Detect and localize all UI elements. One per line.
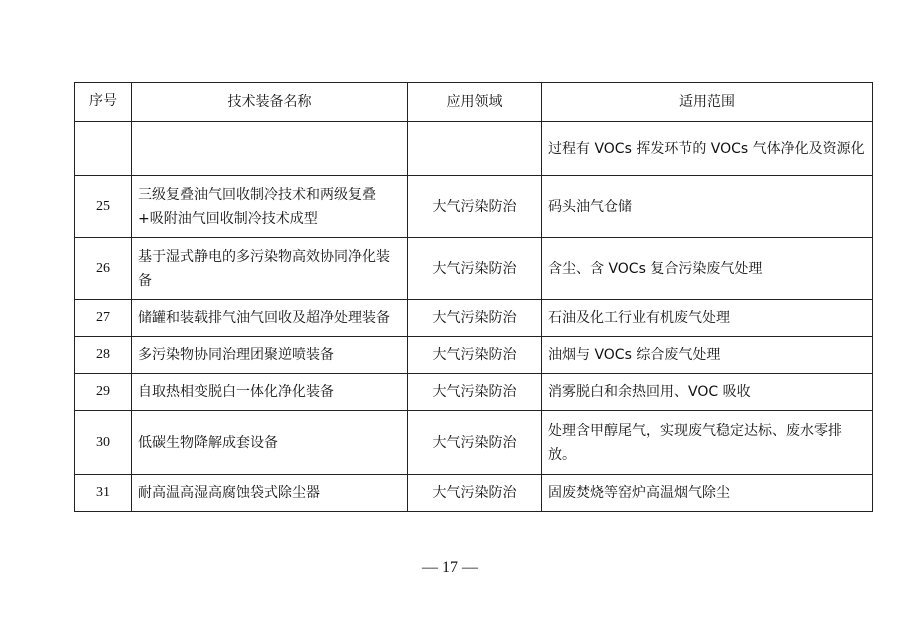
table-row xyxy=(75,238,873,300)
cell-name: 自取热相变脱白一体化净化装备 xyxy=(132,374,408,411)
cell-scope: 石油及化工行业有机废气处理 xyxy=(542,300,873,337)
cell-scope: 消雾脱白和余热回用、VOC 吸收 xyxy=(542,374,873,411)
cell-field: 大气污染防治 xyxy=(408,176,542,238)
cell-name: 三级复叠油气回收制冷技术和两级复叠+吸附油气回收制冷技术成型 xyxy=(132,176,408,238)
cell-field: 大气污染防治 xyxy=(408,411,542,475)
header-scope: 适用范围 xyxy=(542,83,873,122)
cell-no: 25 xyxy=(75,176,132,238)
cell-no: 26 xyxy=(75,238,132,300)
header-field: 应用领域 xyxy=(408,83,542,122)
cell-no: 28 xyxy=(75,337,132,374)
table-row xyxy=(75,475,873,512)
cell-name xyxy=(132,122,408,176)
cell-name: 储罐和装载排气油气回收及超净处理装备 xyxy=(132,300,408,337)
cell-field: 大气污染防治 xyxy=(408,475,542,512)
page-number: — 17 — xyxy=(422,559,478,576)
cell-no: 29 xyxy=(75,374,132,411)
cell-no: 31 xyxy=(75,475,132,512)
cell-scope: 处理含甲醇尾气，实现废气稳定达标、废水零排放。 xyxy=(542,411,873,475)
header-name: 技术装备名称 xyxy=(132,83,408,122)
cell-scope: 过程有 VOCs 挥发环节的 VOCs 气体净化及资源化 xyxy=(542,122,873,176)
table-row xyxy=(75,411,873,475)
cell-no: 27 xyxy=(75,300,132,337)
cell-name: 基于湿式静电的多污染物高效协同净化装备 xyxy=(132,238,408,300)
cell-scope: 码头油气仓储 xyxy=(542,176,873,238)
cell-no: 30 xyxy=(75,411,132,475)
table-header-row xyxy=(75,83,873,122)
cell-field: 大气污染防治 xyxy=(408,238,542,300)
cell-name: 多污染物协同治理团聚逆喷装备 xyxy=(132,337,408,374)
cell-scope: 固废焚烧等窑炉高温烟气除尘 xyxy=(542,475,873,512)
table-row-continuation xyxy=(75,122,873,176)
cell-field: 大气污染防治 xyxy=(408,374,542,411)
table-row xyxy=(75,176,873,238)
cell-no xyxy=(75,122,132,176)
cell-field: 大气污染防治 xyxy=(408,300,542,337)
cell-field xyxy=(408,122,542,176)
table-row xyxy=(75,337,873,374)
equipment-table xyxy=(74,82,873,512)
header-no: 序号 xyxy=(75,83,132,122)
cell-name: 低碳生物降解成套设备 xyxy=(132,411,408,475)
table-row xyxy=(75,374,873,411)
cell-field: 大气污染防治 xyxy=(408,337,542,374)
cell-scope: 油烟与 VOCs 综合废气处理 xyxy=(542,337,873,374)
cell-name: 耐高温高湿高腐蚀袋式除尘器 xyxy=(132,475,408,512)
table-row xyxy=(75,300,873,337)
cell-scope: 含尘、含 VOCs 复合污染废气处理 xyxy=(542,238,873,300)
